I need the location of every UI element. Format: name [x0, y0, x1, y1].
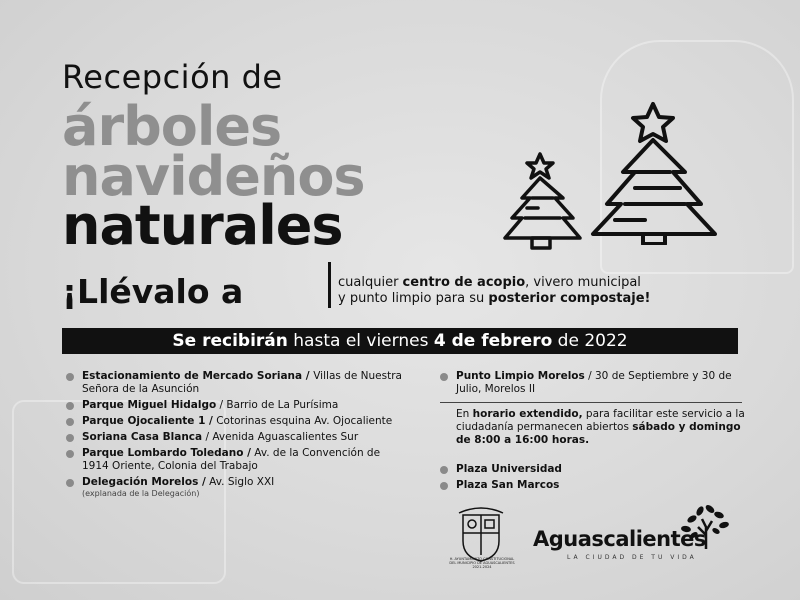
extended-hours-note: En horario extendido, para facilitar este servicio a la ciudadanía permanecen abiertos sábado y domingo de 8:00 a 16:00 horas.: [456, 408, 745, 446]
small-tree-icon: [500, 150, 590, 250]
title-line-4: naturales: [62, 194, 343, 257]
list-item: Soriana Casa Blanca / Avenida Aguascalientes Sur: [66, 431, 406, 444]
punto-limpio: [440, 370, 740, 399]
list-item: Parque Lombardo Toledano / Av. de la Convención de 1914 Oriente, Colonia del Trabajo: [66, 447, 406, 473]
bullet-icon: [440, 373, 448, 381]
bullet-icon: [66, 479, 74, 487]
bullet-icon: [440, 466, 448, 474]
list-item: Delegación Morelos / Av. Siglo XXI (explanada de la Delegación): [66, 476, 406, 498]
list-item: Estacionamiento de Mercado Soriana / Villas de Nuestra Señora de la Asunción: [66, 370, 406, 396]
bullet-icon: [66, 402, 74, 410]
plazas-list: [440, 463, 740, 495]
brand-tagline: LA CIUDAD DE TU VIDA: [567, 554, 697, 561]
bullet-icon: [440, 482, 448, 490]
seal-caption: H. AYUNTAMIENTO CONSTITUCIONAL DEL MUNICIPIO DE AGUASCALIENTES 2021-2024: [449, 557, 515, 569]
municipal-seal-icon: [455, 505, 507, 565]
title-line-1: Recepción de: [62, 58, 283, 96]
lead-description-line-2: y punto limpio para su posterior compostaje!: [338, 291, 651, 306]
bullet-icon: [66, 434, 74, 442]
large-tree-icon: [585, 100, 725, 245]
brand-name: Aguascalientes: [533, 527, 706, 551]
list-item: Parque Miguel Hidalgo / Barrio de La Purísima: [66, 399, 406, 412]
date-banner: Se recibirán hasta el viernes 4 de febrero de 2022: [62, 328, 738, 354]
bullet-icon: [66, 373, 74, 381]
title-line-2: árboles: [62, 95, 282, 158]
bullet-icon: [66, 450, 74, 458]
title-line-3: navideños: [62, 145, 365, 208]
divider-line: [440, 402, 742, 403]
list-item: Plaza Universidad: [440, 463, 740, 476]
location-note: (explanada de la Delegación): [82, 489, 200, 498]
lead-description-line-1: cualquier centro de acopio, vivero municipal: [338, 275, 641, 290]
list-item: Punto Limpio Morelos / 30 de Septiembre y 30 de Julio, Morelos II: [440, 370, 740, 396]
list-item: Plaza San Marcos: [440, 479, 740, 492]
bullet-icon: [66, 418, 74, 426]
lead-divider: [328, 262, 331, 308]
locations-list: [66, 370, 406, 501]
lead-headline: ¡Llévalo a: [62, 272, 244, 311]
list-item: Parque Ojocaliente 1 / Cotorinas esquina Av. Ojocaliente: [66, 415, 406, 428]
